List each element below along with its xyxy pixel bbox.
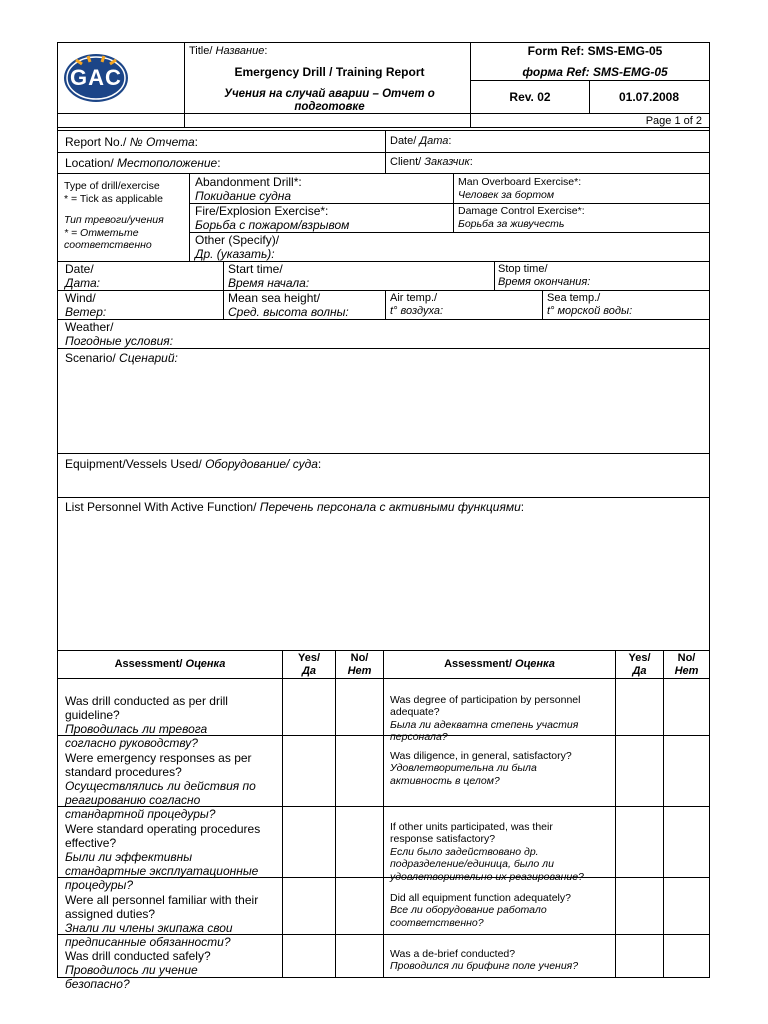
assessment-question-right: Was degree of participation by personnel adequate? Была ли адекватна степень участия персонала? [390,693,581,743]
assessment-question-right: Did all equipment function adequately? Все ли оборудование работало соответственно? [390,891,571,929]
assessment-question-right: Was diligence, in general, satisfactory? Удовлетворительна ли была активность в целом? [390,749,572,787]
yes-header-right: Yes/ Да [628,651,651,677]
no-cell[interactable] [664,935,709,977]
date-field[interactable]: Date/ Дата: [390,135,452,147]
damage-control-checkbox[interactable]: Damage Control Exercise*: Борьба за живучесть [458,205,585,230]
report-title-ru-1: Учения на случай аварии – Отчет о [224,88,435,100]
assessment-question-left: Were emergency responses as per standard procedures? Осуществлялись ли действия по реагированию согласно стандартной процедуры? [65,751,256,821]
gac-logo [62,52,130,104]
no-cell[interactable] [664,807,709,877]
drill-date-field[interactable]: Date/ Дата: [65,262,100,290]
stop-time-field[interactable]: Stop time/ Время окончания: [498,263,591,288]
yes-header-left: Yes/ Да [297,651,321,677]
yes-cell[interactable] [616,935,663,977]
report-title-ru-2: подготовке [294,101,365,113]
wind-field[interactable]: Wind/ Ветер: [65,291,107,319]
assessment-question-right: If other units participated, was their response satisfactory? Если было задействовано др. подразделение/единица, было ли удовлетворительно их реагирование? [390,820,584,883]
yes-cell[interactable] [616,679,663,735]
sea-temp-field[interactable]: Sea temp./ t° морской воды: [547,292,633,317]
yes-cell[interactable] [616,807,663,877]
location-field[interactable]: Location/ Местоположение: [65,156,221,170]
no-cell[interactable] [664,878,709,934]
yes-cell[interactable] [283,935,335,977]
revision: Rev. 02 [509,90,551,104]
assessment-question-left: Were all personnel familiar with their assigned duties? Знали ли члены экипажа свои предписанные обязанности? [65,893,259,949]
no-cell[interactable] [336,935,383,977]
no-header-left: No/ Нет [347,651,372,677]
yes-cell[interactable] [283,736,335,806]
drill-type-label: Type of drill/exercise * = Tick as applicable Тип тревоги/учения * = Отметьте соответственно [64,180,164,251]
yes-cell[interactable] [283,807,335,877]
sea-height-field[interactable]: Mean sea height/ Сред. высота волны: [228,291,349,319]
no-cell[interactable] [336,679,383,735]
equipment-field[interactable]: Equipment/Vessels Used/ Оборудование/ суда: [65,457,322,471]
assessment-question-left: Were standard operating procedures effective? Были ли эффективны стандартные эксплуатационные процедуры? [65,822,261,892]
no-cell[interactable] [664,679,709,735]
assessment-header-right: Assessment/ Оценка [444,658,555,670]
page-number: Page 1 of 2 [645,115,702,127]
yes-cell[interactable] [283,679,335,735]
no-cell[interactable] [664,736,709,806]
scenario-field[interactable]: Scenario/ Сценарий: [65,351,178,365]
assessment-question-right: Was a de-brief conducted? Проводился ли брифинг поле учения? [390,947,579,972]
personnel-field[interactable]: List Personnel With Active Function/ Перечень персонала с активными функциями: [65,500,525,514]
air-temp-field[interactable]: Air temp./ t° воздуха: [390,292,444,317]
yes-cell[interactable] [616,736,663,806]
logo-text: GAC [70,65,122,90]
start-time-field[interactable]: Start time/ Время начала: [228,262,310,290]
client-field[interactable]: Client/ Заказчик: [390,156,473,168]
no-cell[interactable] [336,736,383,806]
yes-cell[interactable] [616,878,663,934]
no-cell[interactable] [336,807,383,877]
assessment-question-left: Was drill conducted safely? Проводилось ли учение безопасно? [65,949,211,991]
report-title: Emergency Drill / Training Report [234,65,425,79]
revision-date: 01.07.2008 [618,90,680,104]
other-drill-field[interactable]: Other (Specify)/ Др. (указать): [195,233,280,261]
assessment-header-left: Assessment/ Оценка [114,658,226,670]
report-no-field[interactable]: Report No./ № Отчета: [65,135,198,149]
man-overboard-checkbox[interactable]: Man Overboard Exercise*: Человек за бортом [458,176,582,201]
assessment-question-left: Was drill conducted as per drill guideline? Проводилась ли тревога согласно руководству? [65,694,228,750]
form-ref-ru: форма Ref: SMS-EMG-05 [522,65,668,79]
title-label: Title/ Название: [189,45,268,57]
no-header-right: No/ Нет [674,651,699,677]
abandonment-drill-checkbox[interactable]: Abandonment Drill*: Покидание судна [195,175,302,203]
no-cell[interactable] [336,878,383,934]
yes-cell[interactable] [283,878,335,934]
weather-field[interactable]: Weather/ Погодные условия: [65,320,174,348]
fire-explosion-checkbox[interactable]: Fire/Explosion Exercise*: Борьба с пожаром/взрывом [195,204,350,232]
form-ref: Form Ref: SMS-EMG-05 [527,44,663,58]
